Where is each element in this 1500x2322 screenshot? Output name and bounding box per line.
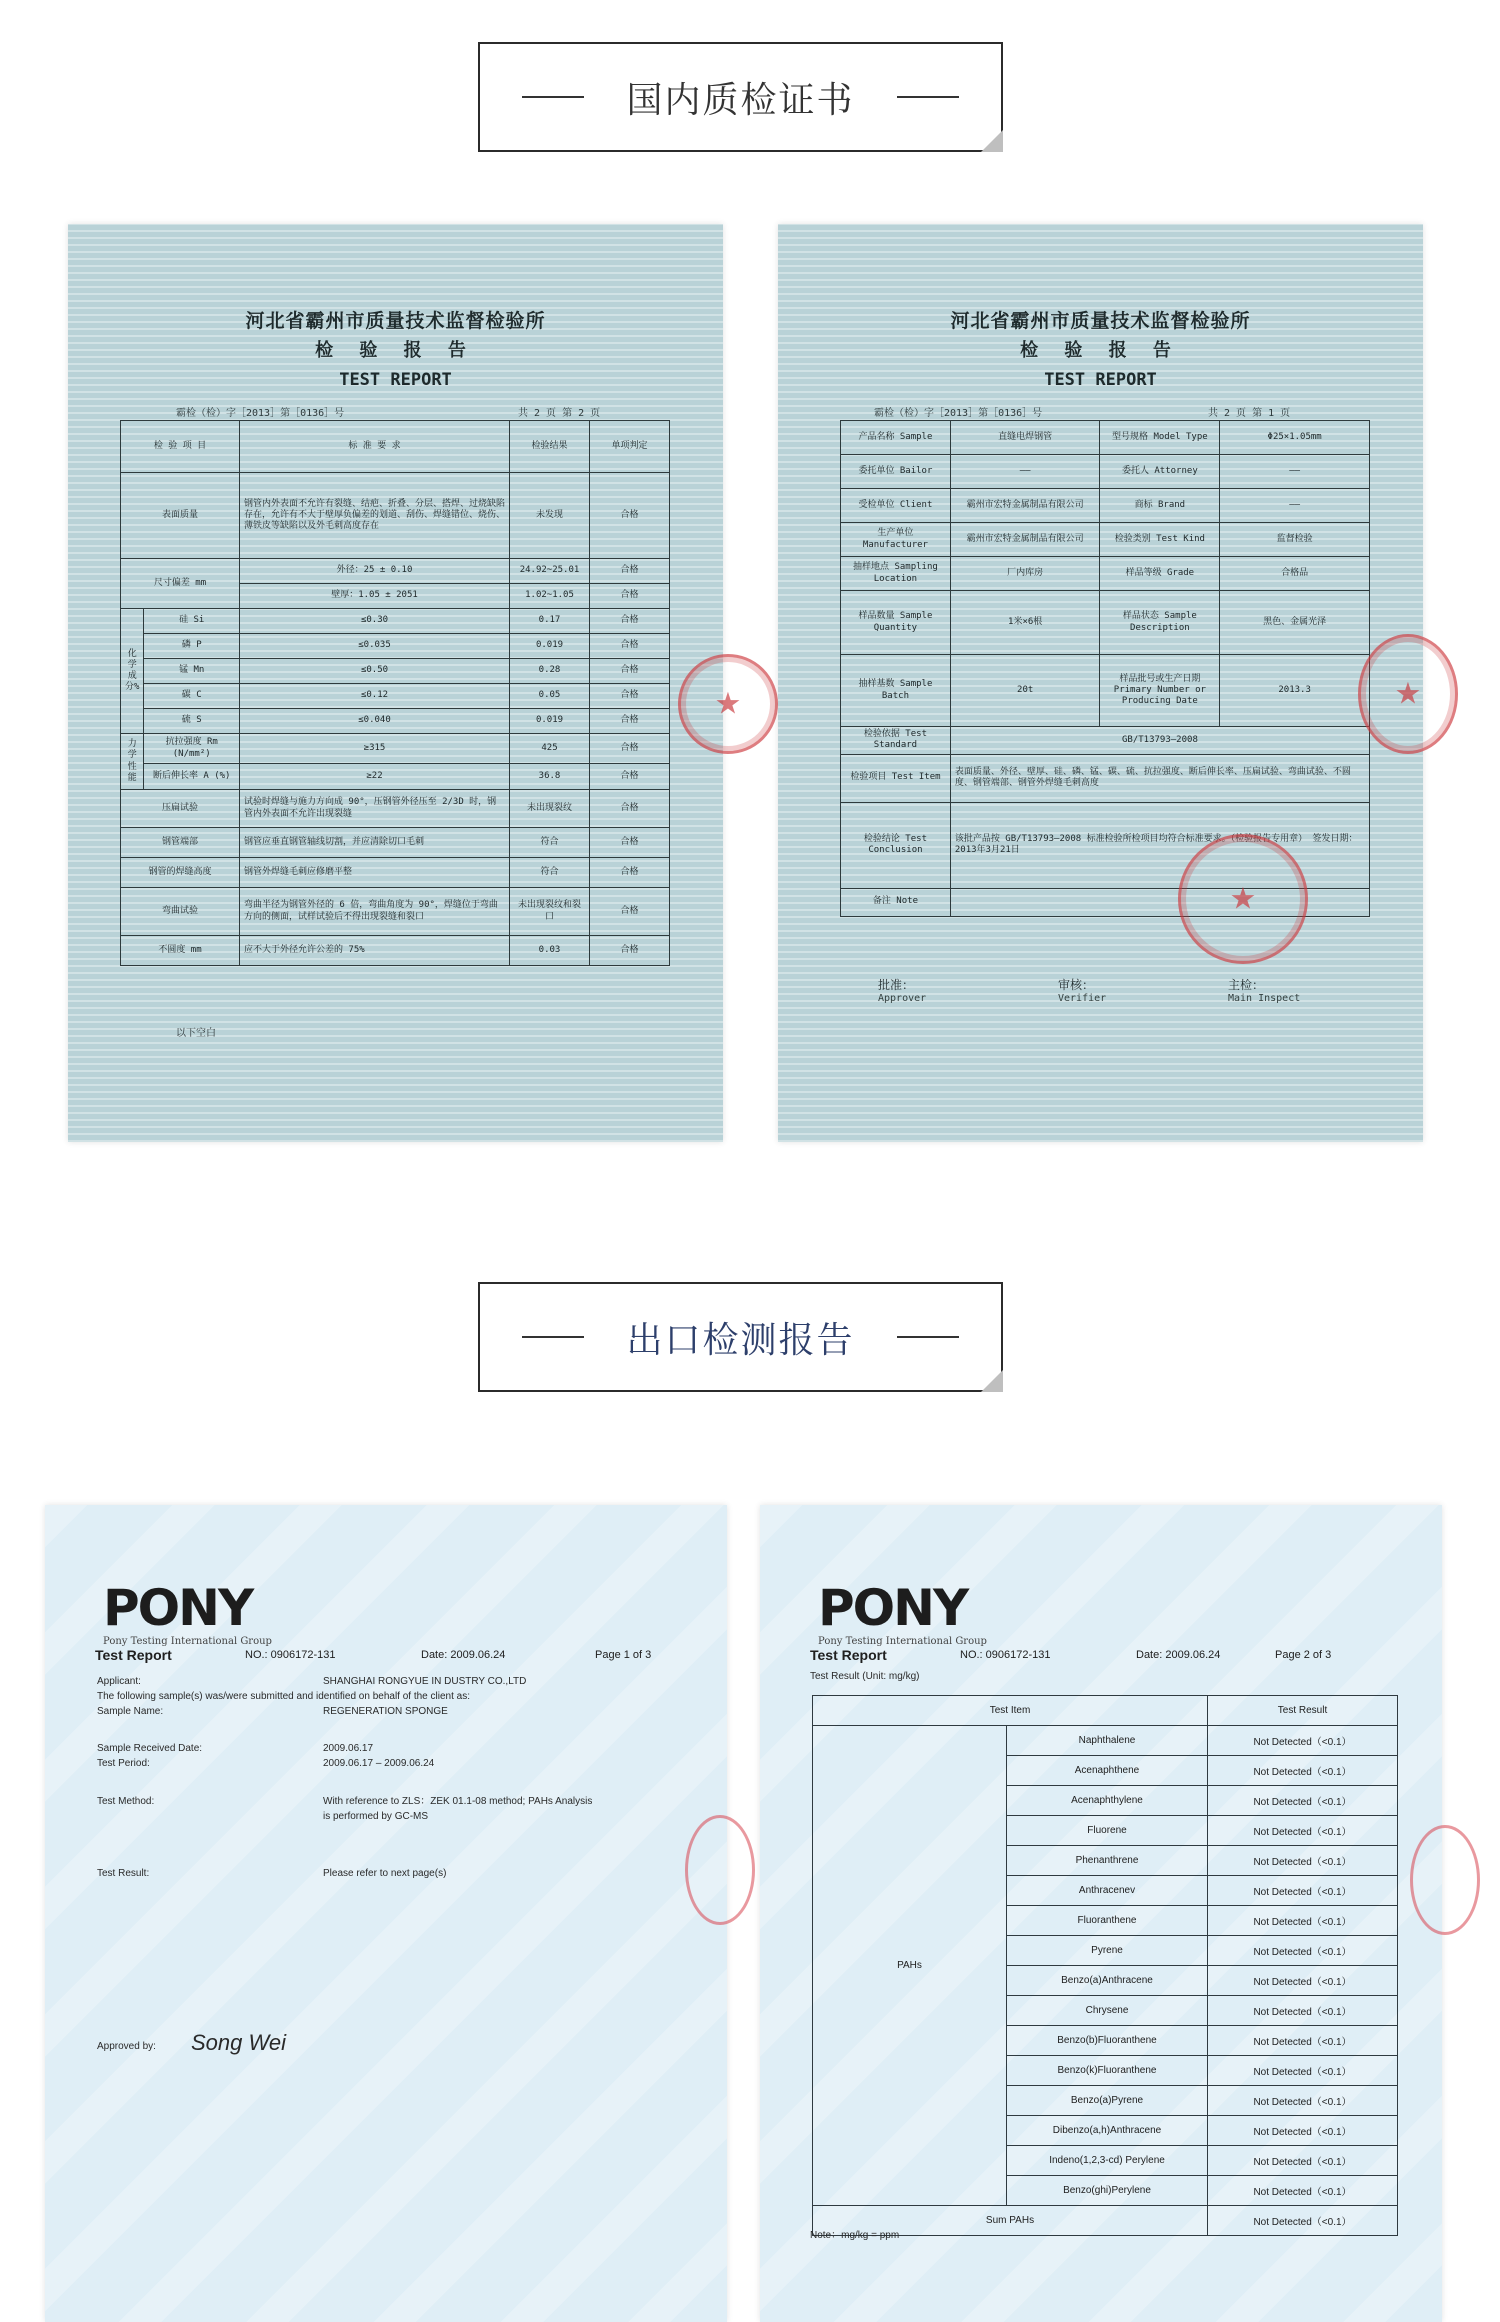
label-cell: 样品数量 Sample Quantity [841,591,951,655]
judge-cell: 合格 [590,888,670,936]
result-cell: Not Detected（<0.1） [1208,2146,1398,2176]
period-label: Test Period: [97,1758,150,1769]
certificate-doc-title-en: TEST REPORT [339,370,452,390]
item-cell: 弯曲试验 [121,888,240,936]
result-cell: 0.019 [510,634,590,659]
value-cell: 2013.3 [1220,655,1370,727]
banner-fold-corner [981,130,1003,152]
judge-cell: 合格 [590,659,670,684]
value-cell: 霸州市宏特金属制品有限公司 [950,489,1100,523]
approver-signature: Song Wei [191,2030,286,2055]
table-row [841,655,1370,727]
label-cell: 备注 Note [841,888,951,916]
sum-result-cell: Not Detected（<0.1） [1208,2206,1398,2236]
table-row [841,754,1370,802]
report-date: Date: 2009.06.24 [1136,1649,1221,1661]
item-cell: 碳 C [144,684,240,709]
table-row [841,523,1370,557]
requirement-cell: ≥22 [240,764,510,790]
item-cell: 尺寸偏差 mm [121,559,240,609]
value-cell: 厂内库房 [950,557,1100,591]
requirement-cell: 外径：25 ± 0.10 [240,559,510,584]
report-page: Page 2 of 3 [1275,1649,1332,1661]
requirement-cell: ≤0.30 [240,609,510,634]
result-cell: Not Detected（<0.1） [1208,1876,1398,1906]
report-number: NO.: 0906172-131 [245,1649,336,1661]
table-row [841,591,1370,655]
star-icon: ★ [1394,676,1422,712]
red-seal-stamp [678,654,778,754]
judge-cell: 合格 [590,584,670,609]
header-cell: 标 准 要 求 [240,421,510,473]
item-cell: Fluorene [1007,1816,1208,1846]
value-cell: —— [950,455,1100,489]
approver-signature [878,976,926,1004]
method-value: With reference to ZLS：ZEK 01.1-08 method; PAHs Analysis is performed by GC-MS [323,1796,593,1822]
result-cell: 1.02~1.05 [510,584,590,609]
value-cell: 20t [950,655,1100,727]
item-cell: 磷 P [144,634,240,659]
requirement-cell: ≤0.50 [240,659,510,684]
summary-table [840,420,1370,917]
requirement-cell: 钢管应垂直钢管轴线切割，并应清除切口毛刺 [240,828,510,858]
result-cell: Not Detected（<0.1） [1208,1846,1398,1876]
result-cell: 未出现裂纹 [510,790,590,828]
result-cell: 0.28 [510,659,590,684]
label-cell: 型号规格 Model Type [1100,421,1220,455]
requirement-cell: ≥315 [240,734,510,764]
requirement-cell: ≤0.12 [240,684,510,709]
received-label: Sample Received Date: [97,1743,203,1754]
banner-dash-right [897,96,959,98]
result-cell: 未发现 [510,473,590,559]
item-cell: 抗拉强度 Rm (N/mm²) [144,734,240,764]
received-value: 2009.06.17 [323,1743,374,1754]
header-cell: 检验结果 [510,421,590,473]
item-cell: 压扁试验 [121,790,240,828]
judge-cell: 合格 [590,790,670,828]
inspector-signature [1228,976,1300,1004]
group-cell: PAHs [813,1726,1007,2206]
result-cell: Not Detected（<0.1） [1208,1756,1398,1786]
item-cell: Anthracenev [1007,1876,1208,1906]
judge-cell: 合格 [590,764,670,790]
table-row [813,1726,1398,1756]
result-label: Test Result: [97,1868,150,1879]
item-cell: Phenanthrene [1007,1846,1208,1876]
table-row [841,421,1370,455]
table-row [121,888,670,936]
export-report-page-2 [760,1505,1442,2322]
result-cell: Not Detected（<0.1） [1208,2086,1398,2116]
result-cell: Not Detected（<0.1） [1208,2026,1398,2056]
item-cell: Benzo(b)Fluoranthene [1007,2026,1208,2056]
table-row [841,455,1370,489]
label-cell: 受检单位 Client [841,489,951,523]
result-cell: 0.03 [510,936,590,966]
approver-label: 批准： [878,978,915,992]
table-row [121,609,670,634]
certificate-doc-title-en: TEST REPORT [1044,370,1157,390]
value-cell: 1米×6根 [950,591,1100,655]
star-icon: ★ [714,686,742,722]
header-test-item: Test Item [813,1696,1208,1726]
label-cell: 抽样基数 Sample Batch [841,655,951,727]
label-cell: 委托人 Attorney [1100,455,1220,489]
pony-logo-subtitle: Pony Testing International Group [103,1636,272,1647]
red-seal-stamp [1410,1825,1480,1935]
value-cell: Φ25×1.05mm [1220,421,1370,455]
applicant-value: SHANGHAI RONGYUE IN DUSTRY CO.,LTD [323,1676,527,1687]
judge-cell: 合格 [590,684,670,709]
result-cell: Not Detected（<0.1） [1208,1786,1398,1816]
approver-caption: Approver [878,993,927,1004]
requirement-cell: ≤0.035 [240,634,510,659]
item-cell: Benzo(a)Pyrene [1007,2086,1208,2116]
pony-logo: PONY [103,1579,253,1637]
result-cell: 24.92~25.01 [510,559,590,584]
label-cell: 产品名称 Sample [841,421,951,455]
method-label: Test Method: [97,1796,155,1807]
result-cell: Not Detected（<0.1） [1208,1936,1398,1966]
result-cell: 未出现裂纹和裂口 [510,888,590,936]
requirement-cell: 试验时焊缝与施力方向成 90°，压钢管外径压至 2/3D 时，钢管内外表面不允许出现裂缝 [240,790,510,828]
item-cell: Acenaphthylene [1007,1786,1208,1816]
star-icon: ★ [1229,881,1257,917]
result-cell: 36.8 [510,764,590,790]
value-cell: —— [1220,455,1370,489]
table-row [841,489,1370,523]
table-row [121,790,670,828]
verifier-caption: Verifier [1058,993,1107,1004]
table-row [841,557,1370,591]
header-test-result: Test Result [1208,1696,1398,1726]
judge-cell: 合格 [590,936,670,966]
table-row [121,858,670,888]
item-cell: Fluoranthene [1007,1906,1208,1936]
table-header-row [121,421,670,473]
certificate-ref-number: 霸检（检）字［2013］第［0136］号 [176,408,345,419]
intro-text: The following sample(s) was/were submitted and identified on behalf of the client as: [97,1691,470,1702]
judge-cell: 合格 [590,609,670,634]
item-cell: 钢管端部 [121,828,240,858]
item-cell: Dibenzo(a,h)Anthracene [1007,2116,1208,2146]
value-cell: GB/T13793—2008 [950,727,1369,755]
item-cell: 硫 S [144,709,240,734]
value-cell: 合格品 [1220,557,1370,591]
item-cell: Indeno(1,2,3-cd) Perylene [1007,2146,1208,2176]
result-cell: Not Detected（<0.1） [1208,1966,1398,1996]
judge-cell: 合格 [590,634,670,659]
table-row [121,659,670,684]
certificate-org-name: 河北省霸州市质量技术监督检验所 [950,310,1251,332]
domestic-certificate-results-page [68,224,742,1142]
label-cell: 委托单位 Bailor [841,455,951,489]
requirement-cell: 应不大于外径允许公差的 75% [240,936,510,966]
certificate-page-number: 共 2 页 第 1 页 [1208,408,1291,419]
table-row [121,764,670,790]
pony-logo-subtitle: Pony Testing International Group [818,1636,987,1647]
banner-fold-corner [981,1370,1003,1392]
verifier-label: 审核： [1058,978,1095,992]
label-cell: 抽样地点 Sampling Location [841,557,951,591]
item-cell: Acenaphthene [1007,1756,1208,1786]
sample-value: REGENERATION SPONGE [323,1706,448,1717]
requirement-cell: 弯曲半径为钢管外径的 6 倍，弯曲角度为 90°，焊缝位于弯曲方向的侧面，试样试验后不得出现裂缝和裂口 [240,888,510,936]
item-cell: 不圆度 mm [121,936,240,966]
header-cell: 单项判定 [590,421,670,473]
value-cell: 直缝电焊钢管 [950,421,1100,455]
judge-cell: 合格 [590,559,670,584]
report-number: NO.: 0906172-131 [960,1649,1051,1661]
banner-dash-right [897,1336,959,1338]
certificate-org-name: 河北省霸州市质量技术监督检验所 [245,310,546,332]
item-cell: 锰 Mn [144,659,240,684]
judge-cell: 合格 [590,734,670,764]
label-cell: 商标 Brand [1100,489,1220,523]
requirement-cell: 钢管内外表面不允许有裂缝、结疤、折叠、分层、搭焊、过烧缺陷存在，允许有不大于壁厚负偏差的划道、刮伤、焊缝错位、烧伤、薄铁皮等缺陷以及外毛刺高度存在 [240,473,510,559]
certificate-ref-number: 霸检（检）字［2013］第［0136］号 [874,408,1043,419]
label-cell: 检验项目 Test Item [841,754,951,802]
banner-title: 国内质检证书 [626,79,855,121]
banner-dash-left [522,1336,584,1338]
approved-label: Approved by: [97,2041,156,2052]
sample-label: Sample Name: [97,1706,164,1717]
certificate-doc-title: 检 验 报 告 [315,340,476,361]
result-cell: Not Detected（<0.1） [1208,2056,1398,2086]
result-value: Please refer to next page(s) [323,1868,447,1879]
judge-cell: 合格 [590,858,670,888]
label-cell: 生产单位 Manufacturer [841,523,951,557]
table-row [121,734,670,764]
label-cell: 检验依据 Test Standard [841,727,951,755]
result-cell: 0.05 [510,684,590,709]
result-cell: Not Detected（<0.1） [1208,1726,1398,1756]
item-cell: Pyrene [1007,1936,1208,1966]
item-cell: 断后伸长率 A (%) [144,764,240,790]
inspector-label: 主检： [1228,978,1265,992]
table-note: Note：mg/kg = ppm [810,2230,900,2241]
label-cell: 样品批号或生产日期 Primary Number or Producing Date [1100,655,1220,727]
mech-group-cell: 力学性能 [121,734,144,790]
table-row [121,709,670,734]
label-cell: 样品状态 Sample Description [1100,591,1220,655]
result-cell: 425 [510,734,590,764]
inspection-seal-stamp [1178,834,1308,964]
requirement-cell: 壁厚：1.05 ± 2051 [240,584,510,609]
value-cell: 黑色、金属光泽 [1220,591,1370,655]
item-cell: Benzo(k)Fluoranthene [1007,2056,1208,2086]
judge-cell: 合格 [590,828,670,858]
section-banner-export [478,1282,1003,1392]
result-cell: 0.17 [510,609,590,634]
domestic-certificate-summary-page [778,224,1423,1142]
result-cell: Not Detected（<0.1） [1208,1906,1398,1936]
unit-line: Test Result (Unit: mg/kg) [810,1671,920,1682]
judge-cell: 合格 [590,473,670,559]
label-cell: 检验类别 Test Kind [1100,523,1220,557]
report-page: Page 1 of 3 [595,1649,652,1661]
report-date: Date: 2009.06.24 [421,1649,506,1661]
item-cell: 钢管的焊缝高度 [121,858,240,888]
item-cell: Benzo(ghi)Perylene [1007,2176,1208,2206]
table-row [841,727,1370,755]
item-cell: 表面质量 [121,473,240,559]
banner-title: 出口检测报告 [626,1319,855,1361]
judge-cell: 合格 [590,709,670,734]
pony-logo: PONY [818,1579,968,1637]
value-cell: 该批产品按 GB/T13793—2008 标准检验所检项目均符合标准要求。（检验报告专用章） 签发日期：2013年3月21日 [950,802,1369,888]
verifier-signature [1058,976,1106,1004]
inspector-caption: Main Inspect [1228,993,1301,1004]
period-value: 2009.06.17 – 2009.06.24 [323,1758,435,1769]
item-cell: Chrysene [1007,1996,1208,2026]
results-table [120,420,670,966]
table-row [121,634,670,659]
table-header-row [813,1696,1398,1726]
table-row [121,473,670,559]
banner-dash-left [522,96,584,98]
table-row [813,2206,1398,2236]
applicant-label: Applicant: [97,1676,141,1687]
item-cell: Benzo(a)Anthracene [1007,1966,1208,1996]
section-banner-domestic [478,42,1003,152]
export-report-page-1 [45,1505,727,2322]
table-row [121,559,670,584]
edge-seal-stamp [1358,634,1458,754]
result-cell: 0.019 [510,709,590,734]
report-title: Test Report [810,1647,887,1663]
requirement-cell: 钢管外焊缝毛刺应修磨平整 [240,858,510,888]
label-cell: 样品等级 Grade [1100,557,1220,591]
result-cell: Not Detected（<0.1） [1208,1996,1398,2026]
pahs-results-table [812,1695,1398,2236]
table-row [121,828,670,858]
result-cell: Not Detected（<0.1） [1208,2116,1398,2146]
red-seal-stamp [685,1815,755,1925]
requirement-cell: ≤0.040 [240,709,510,734]
table-row [121,684,670,709]
report-title: Test Report [95,1647,172,1663]
certificate-doc-title: 检 验 报 告 [1020,340,1181,361]
result-cell: Not Detected（<0.1） [1208,1816,1398,1846]
value-cell: 霸州市宏特金属制品有限公司 [950,523,1100,557]
value-cell: 监督检验 [1220,523,1370,557]
table-row [121,936,670,966]
item-cell: 硅 Si [144,609,240,634]
chem-group-cell: 化学成分% [121,609,144,734]
table-footnote: 以下空白 [176,1028,216,1039]
result-cell: Not Detected（<0.1） [1208,2176,1398,2206]
label-cell: 检验结论 Test Conclusion [841,802,951,888]
result-cell: 符合 [510,828,590,858]
certificate-page-number: 共 2 页 第 2 页 [518,408,601,419]
result-cell: 符合 [510,858,590,888]
value-cell: 表面质量、外径、壁厚、硅、磷、锰、碳、硫、抗拉强度、断后伸长率、压扁试验、弯曲试验、不圆度、钢管端部、钢管外焊缝毛刺高度 [950,754,1369,802]
header-cell: 检 验 项 目 [121,421,240,473]
value-cell: —— [1220,489,1370,523]
sum-label-cell: Sum PAHs [813,2206,1208,2236]
item-cell: Naphthalene [1007,1726,1208,1756]
